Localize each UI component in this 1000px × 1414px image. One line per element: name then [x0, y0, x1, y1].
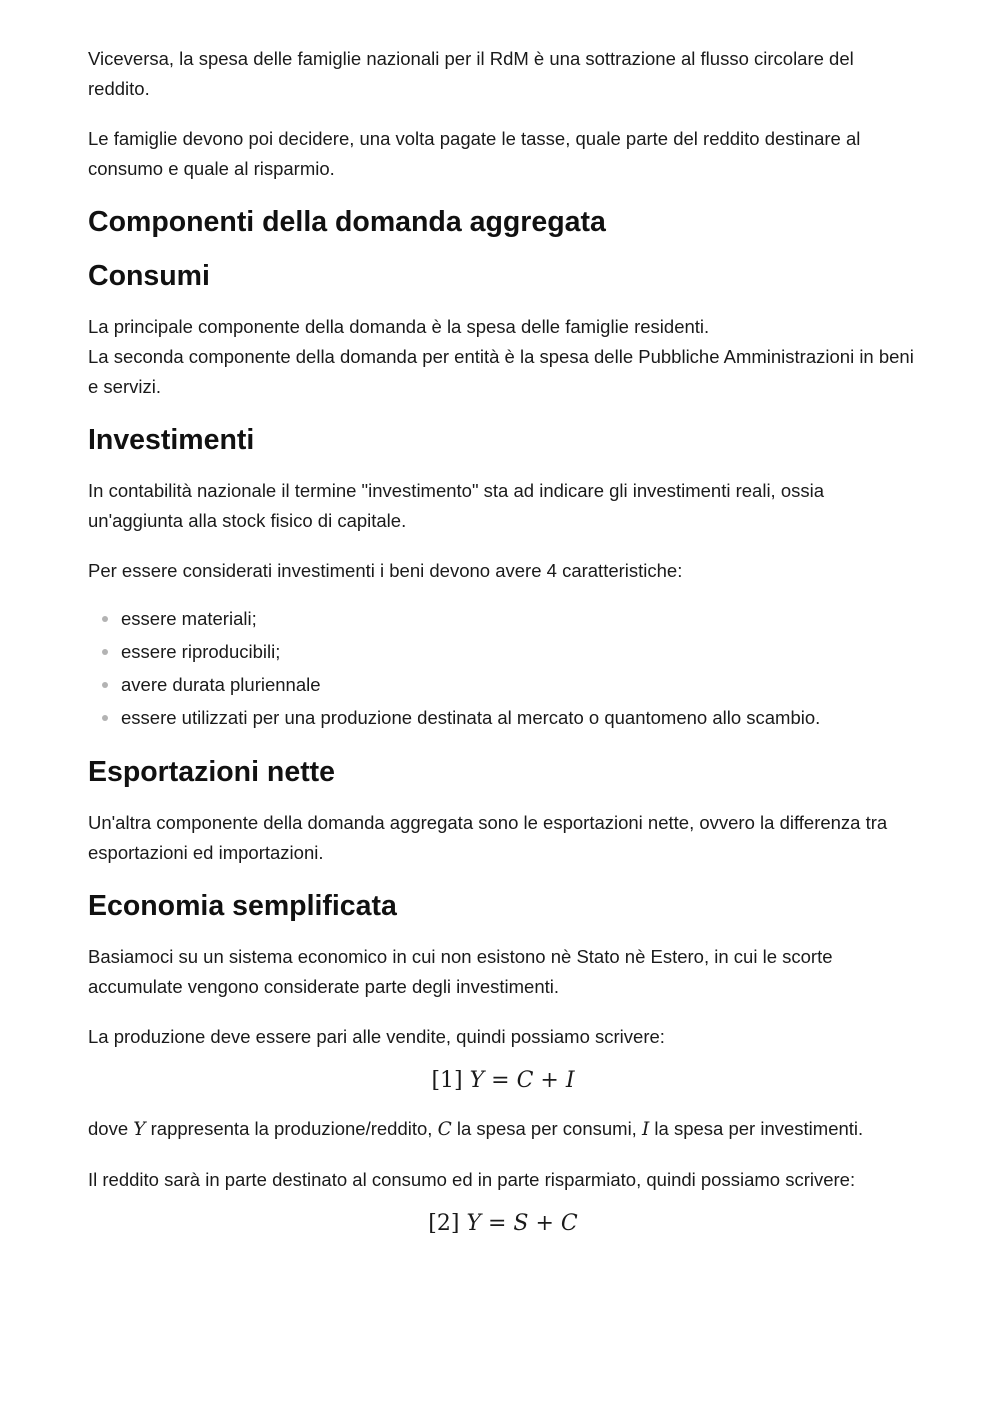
var-y: Y [133, 1119, 146, 1140]
list-item: avere durata pluriennale [121, 668, 918, 701]
dove-suffix: la spesa per investimenti. [649, 1118, 864, 1139]
dove-mid-2: la spesa per consumi, [451, 1118, 642, 1139]
consumi-line-2: La seconda componente della domanda per entità è la spesa delle Pubbliche Amministrazioni in beni e servizi. [88, 346, 914, 397]
equation-1-rhs-a: C [516, 1068, 534, 1093]
caratteristiche-list [88, 602, 918, 734]
heading-consumi: Consumi [88, 260, 210, 292]
equation-2: [2] Y = S + C [428, 1211, 578, 1236]
document-page [88, 44, 918, 1257]
paragraph-investimento-def: In contabilità nazionale il termine "investimento" sta ad indicare gli investimenti reali, ossia un'aggiunta alla stock fisico di capitale. [88, 480, 825, 531]
list-item: essere materiali; [121, 602, 918, 635]
paragraph-rdm: Viceversa, la spesa delle famiglie nazionali per il RdM è una sottrazione al flusso circolare del reddito. [88, 48, 854, 99]
paragraph-famiglie: Le famiglie devono poi decidere, una volta pagate le tasse, quale parte del reddito destinare al consumo e quale al risparmio. [88, 128, 861, 179]
equation-2-rhs-b: C [560, 1211, 578, 1236]
heading-esportazioni: Esportazioni nette [88, 756, 336, 788]
paragraph-produzione: La produzione deve essere pari alle vendite, quindi possiamo scrivere: [88, 1026, 665, 1047]
paragraph-caratteristiche: Per essere considerati investimenti i beni devono avere 4 caratteristiche: [88, 560, 683, 581]
heading-componenti: Componenti della domanda aggregata [88, 206, 606, 238]
consumi-line-1: La principale componente della domanda è la spesa delle famiglie residenti. [88, 316, 710, 337]
heading-economia: Economia semplificata [88, 890, 397, 922]
equation-1-lhs: Y [469, 1068, 485, 1093]
paragraph-esportazioni: Un'altra componente della domanda aggregata sono le esportazioni nette, ovvero la differenza tra esportazioni ed importazioni. [88, 812, 888, 863]
heading-investimenti: Investimenti [88, 424, 255, 456]
paragraph-sistema: Basiamoci su un sistema economico in cui non esistono nè Stato nè Estero, in cui le scorte accumulate vengono considerate parte degli investimenti. [88, 946, 833, 997]
equation-1-rhs-b: I [565, 1068, 575, 1093]
equation-1-tag: [1] [431, 1068, 463, 1093]
dove-prefix: dove [88, 1118, 134, 1139]
paragraph-consumi [88, 312, 918, 402]
list-item: essere riproducibili; [121, 635, 918, 668]
list-item: essere utilizzati per una produzione destinata al mercato o quantomeno allo scambio. [121, 701, 918, 734]
paragraph-reddito: Il reddito sarà in parte destinato al consumo ed in parte risparmiato, quindi possiamo scrivere: [88, 1169, 856, 1190]
paragraph-dove [88, 1114, 918, 1145]
var-c: C [437, 1119, 452, 1140]
equation-2-rhs-a: S [513, 1211, 529, 1236]
equation-1: [1] Y = C + I [431, 1068, 575, 1093]
equation-2-lhs: Y [466, 1211, 481, 1236]
equation-2-tag: [2] [428, 1211, 460, 1236]
var-i: I [641, 1119, 650, 1140]
dove-mid-1: rappresenta la produzione/reddito, [145, 1118, 438, 1139]
